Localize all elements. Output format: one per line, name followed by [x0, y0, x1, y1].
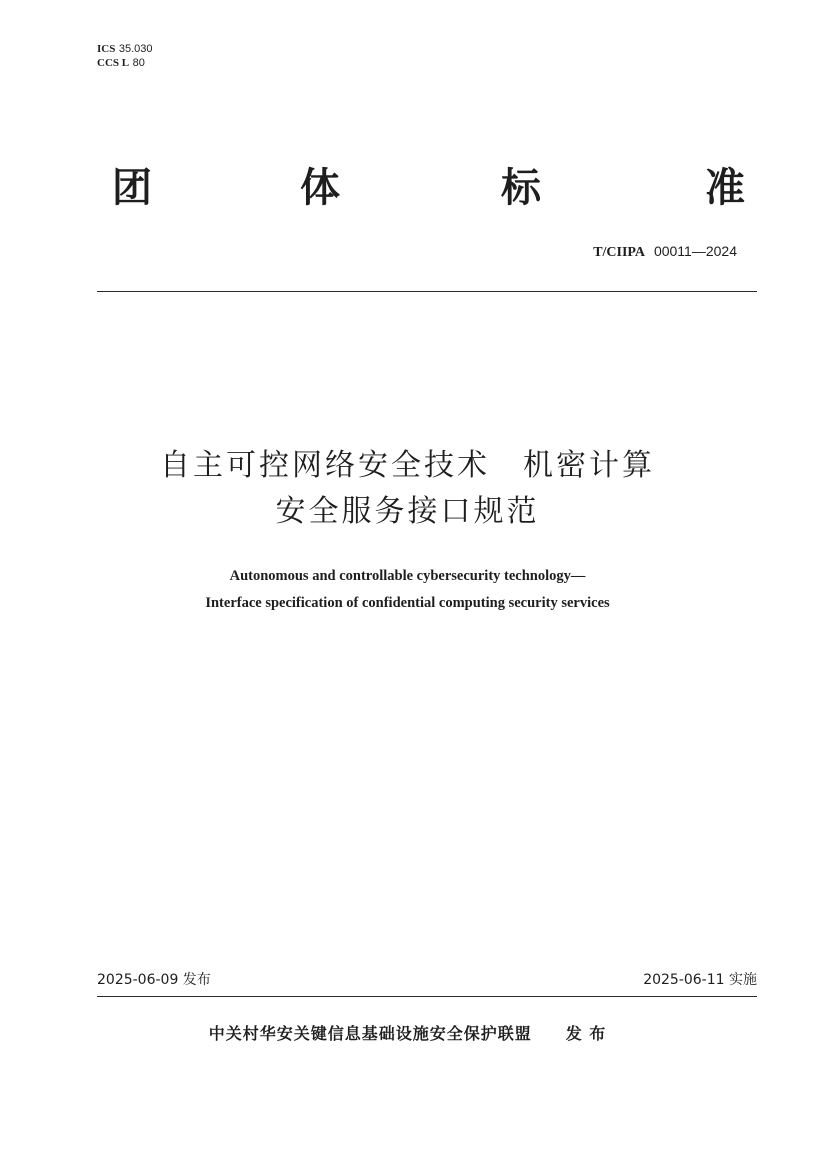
standard-type-char-3: 标	[501, 165, 541, 211]
standard-type-char-1: 团	[112, 165, 152, 211]
standard-number-prefix: T/CIIPA	[593, 245, 646, 260]
standard-type-char-2: 体	[300, 165, 340, 211]
standard-number	[593, 243, 737, 261]
ccs-label: CCS L	[97, 57, 130, 69]
ics-value: 35.030	[118, 43, 153, 55]
title-cn-line2: 安全服务接口规范	[275, 494, 540, 529]
implement-date: 2025-06-11 实施	[643, 972, 757, 988]
title-cn-line1: 自主可控网络安全技术 机密计算	[160, 448, 655, 483]
header-divider	[97, 291, 757, 292]
publisher-line	[0, 1021, 815, 1044]
standard-type-char-4: 准	[705, 165, 745, 211]
ccs-code	[97, 56, 153, 70]
publisher-organization: 中关村华安关键信息基础设施安全保护联盟	[208, 1024, 532, 1043]
publish-action: 发 布	[565, 1024, 607, 1043]
title-en-line2: Interface specification of confidential computing security services	[205, 595, 610, 611]
standard-type-heading	[97, 162, 757, 214]
publish-date: 2025-06-09 发布	[97, 972, 211, 988]
footer-divider	[97, 996, 757, 997]
classification-codes	[97, 42, 153, 70]
ics-label: ICS	[97, 43, 116, 55]
ics-code	[97, 42, 153, 56]
standard-number-value: 00011—2024	[653, 243, 737, 259]
ccs-value: 80	[132, 57, 145, 69]
title-en-line1: Autonomous and controllable cybersecurity technology—	[229, 568, 586, 584]
